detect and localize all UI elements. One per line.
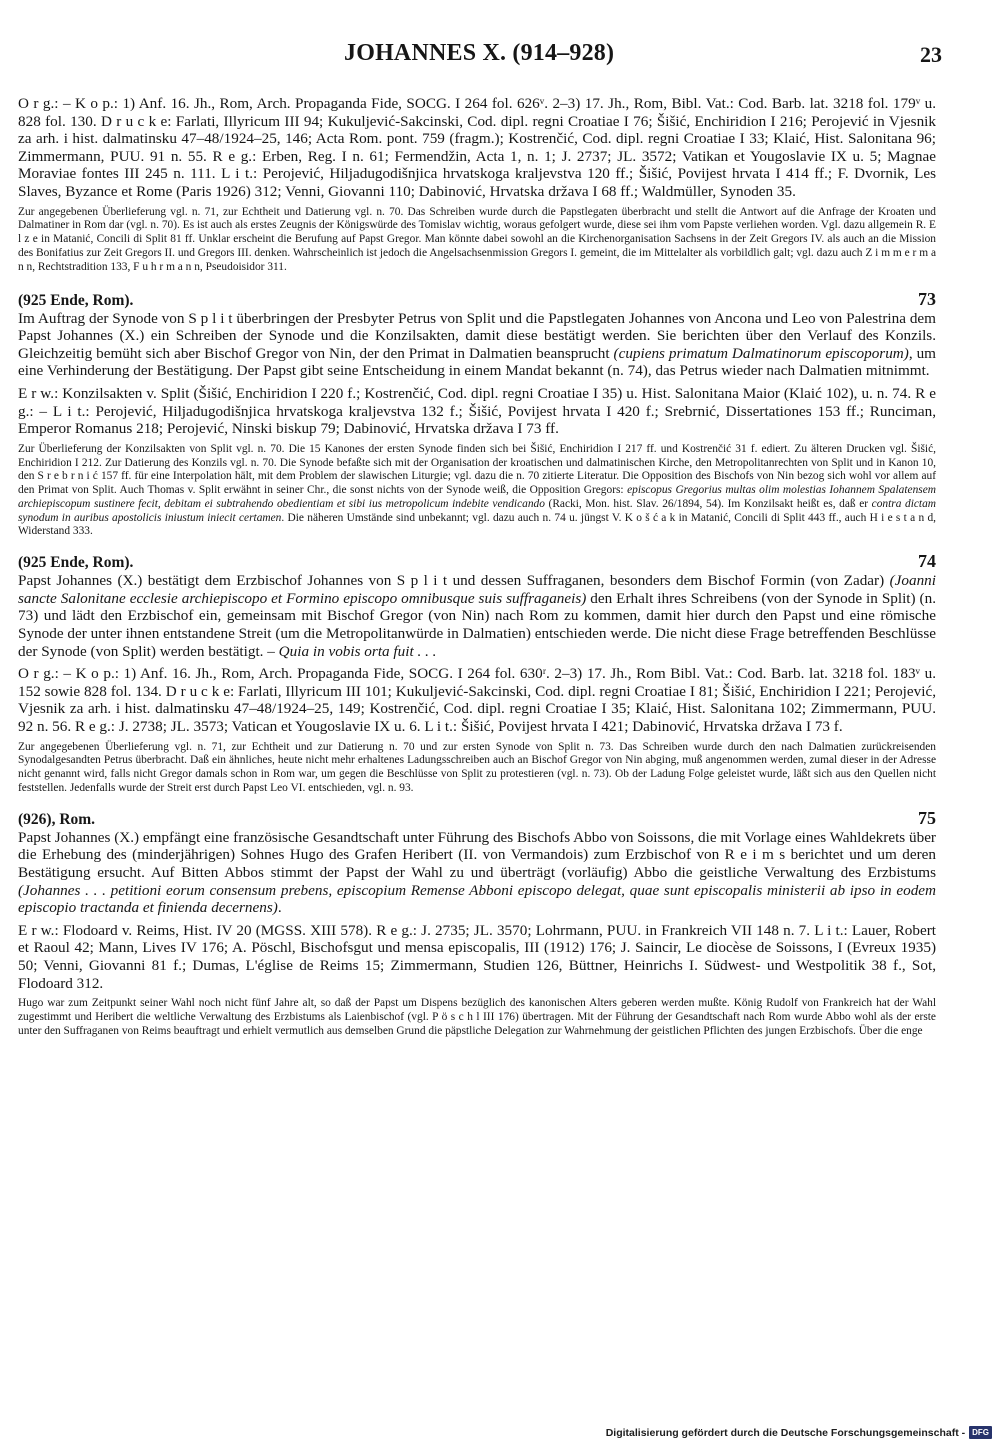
funding-note: Digitalisierung gefördert durch die Deutsche Forschungsgemeinschaft - [605,1426,966,1439]
summary-latin-quote: (Joanni sancte Salonitane ecclesie archiepiscopo et Formino episcopo omnibusque suis suffraganeis) [18,572,936,607]
entry-heading-75 [18,808,936,829]
commentary-text: (Racki, Mon. hist. Slav. 26/1894, 54). Im Konzilsakt heißt es, daß er [544,497,872,510]
summary-text: . [277,899,282,917]
entry-commentary-75: Hugo war zum Zeitpunkt seiner Wahl noch nicht fünf Jahre alt, so daß der Papst um Dispens bezüglich des kanonischen Alters geberen werden mußte. König Rudolf von Frankreich hat der Wahl zugestimmt und Heribert die weltliche Verwaltung des Erzbistums als Laienbischof (vgl. P ö s c h l III 176) übertragen. Mit der Führung der Gesandtschaft nach Rom wurde Abbo wohl als der erste unter den Suffraganen von Reims beauftragt und erhielt vermutlich aus demselben Grund die päpstliche Delegation zur Wahrnehmung der geistlichen Pflichten des jungen Erzbischofs. Über die enge [18,997,936,1037]
entry-commentary-74: Zur angegebenen Überlieferung vgl. n. 71, zur Echtheit und zur Datierung n. 70 und zur ersten Synode von Split n. 73. Das Schreiben wurde durch den nach Dalmatien zurückreisenden Synodalgesandten Petrus überbracht. Daß ein ähnliches, heute nicht mehr erhaltenes Ladungsschreiben auch an Bischof Gregor von Nin abging, muß angenommen werden, zumal dieser in der Adresse nicht genannt wird, falls nicht Gregor damals schon in Rom war, um gegen die Beschlüsse von Split zu protestieren (vgl. n. 73). Ob der Ladung Folge geleistet wurde, läßt sich aus den Quellen nicht feststellen. Jedenfalls wurde der Streit erst durch Papst Leo VI. entschieden, vgl. n. 93. [18,740,936,795]
summary-text: Im Auftrag der Synode von S p l i t überbringen der Presbyter Petrus von Split und die Papstlegaten Johannes von Ancona und Leo von Palestrina dem Papst Johannes (X.) ein Schreiben der Synode und die Konzilsakten, damit diese bestätigt werden. Sie berichten über den Verlauf des Konzils. Gleichzeitig bemüht sich aber Bischof Gregor von Nin, der den Primat in Dalmatien beansprucht [18,309,936,362]
summary-latin-quote: (Johannes . . . petitioni eorum consensum prebens, episcopium Remense Abboni episcopo delegat, quae sunt episcopalis ministerii ab ipso in eodem episcopio tractanda et finienda decernens) [18,881,936,917]
entry-references-73: E r w.: Konzilsakten v. Split (Šišić, Enchiridion I 220 f.; Kostrenčić, Cod. dipl. regni Croatiae I 35) u. Hist. Salonitana Maior (Klaić 102), u. n. 74. R e g.: – L i t.: Perojević, Hiljadugodišnjica hrvatskoga kraljevstva 132 f.; Šišić, Povijest hrvata I 420 f.; Srebrnić, Dissertationes 153 ff.; Runciman, Emperor Romanus 218; Perojević, Ninski biskup 79; Dabinović, Hrvatska država I 73 ff. [18,384,936,438]
entry-date-place: (925 Ende, Rom). [18,291,134,309]
entry-references-75: E r w.: Flodoard v. Reims, Hist. IV 20 (MGSS. XIII 578). R e g.: J. 2735; JL. 3570; Lohrmann, PUU. in Frankreich VII 148 n. 7. L i t.: Lauer, Robert et Raoul 42; Mann, Lives IV 176; A. Pöschl, Bischofsgut und mensa episcopalis, III (1912) 176; J. Saincir, Le diocèse de Soissons, I (Evreux 1935) 50; Venni, Giovanni 81 f.; Dumas, L'église de Reims 15; Zimmermann, Studien 126, Büttner, Heinrichs I. Südwest- und Westpolitik 38 f., Sot, Flodoard 312. [18,921,936,992]
dfg-logo-icon: DFG [969,1426,992,1439]
summary-text: , um eine Verhinderung der Bestätigung. Der Papst gibt seine Entscheidung in einem Mandat bekannt (n. 74), das Petrus wieder nach Dalmatien mitnimmt. [18,344,936,380]
page-title: JOHANNES X. (914–928) [344,40,615,66]
entry-number: 73 [918,288,936,309]
top-commentary: Zur angegebenen Überlieferung vgl. n. 71, zur Echtheit und Datierung vgl. n. 70. Das Schreiben wurde durch die Papstlegaten überbracht und stellt die Antwort auf die Anfrage der Kroaten und Dalmatiner in Rom dar (vgl. n. 70). Es ist auch als erstes Zeugnis der Königswürde des Tomislav wichtig, woraus gefolgert wurde, diese sei ihm vom Papste verliehen worden. Vgl. dazu allgemein R. E l z e in Matanić, Concili di Split 81 ff. Unklar erscheint die Berufung auf Papst Gregor. Man könnte dabei sowohl an die Kirchenorganisation Sachsens in der Zeit Gregors IV. als auch an die Mission des Bonifatius zur Zeit Gregors II. und Gregors III. denken. Wahrscheinlich ist jedoch die Angelsachsenmission Gregors I. gemeint, die im Mittelalter als vorbildlich galt; vgl. dazu auch Z i m m e r m a n n, Rechtstradition 133, F u h r m a n n, Pseudoisidor 311. [18,205,936,273]
running-head [0,40,1000,76]
entry-date-place: (925 Ende, Rom). [18,554,134,572]
commentary-text: . Die näheren Umstände sind unbekannt; vgl. dazu auch n. 74 u. jüngst V. K o š ć a k in Matanić, Concili di Split 443 ff., auch H i e s t a n d, Widerstand 333. [18,511,936,538]
entry-date-place: (926), Rom. [18,810,96,828]
digitization-footer [606,1426,992,1439]
page-number: 23 [920,42,942,67]
entry-commentary-73 [18,443,936,540]
entry-summary-75 [18,829,936,917]
main-content [18,95,936,1039]
top-org-paragraph: O r g.: – K o p.: 1) Anf. 16. Jh., Rom, Arch. Propaganda Fide, SOCG. I 264 fol. 626ᵛ. 2–3) 17. Jh., Rom, Bibl. Vat.: Cod. Barb. lat. 3218 fol. 179ᵛ u. 828 fol. 130. D r u c k e: Farlati, Illyricum III 94; Kukuljević-Sakcinski, Cod. dipl. regni Croatiae I 76; Šišić, Enchiridion I 216; Perojević in Vjesnik za arh. i hist. dalmatinsku 47–48/1924–25, 146; Acta Rom. pont. 759 (fragm.); Kostrenčić, Cod. dipl. regni Croatiae I 33; Klaić, Hist. Salonitana 96; Zimmermann, PUU. 91 n. 55. R e g.: Erben, Reg. I n. 61; Fermendžin, Acta 1, n. 1; J. 2737; JL. 3572; Vatikan et Yougoslavie IX u. 5; Magnae Moraviae fontes III 245 n. 111. L i t.: Perojević, Hiljadugodišnjica hrvatskoga kraljevstva 120 ff.; Šišić, Povijest hrvata I 414 ff.; F. Dvornik, Les Slaves, Byzance et Rome (Paris 1926) 312; Venni, Giovanni 110; Dabinović, Hrvatska država I 68 ff.; Waldmüller, Synoden 35. [18,95,936,200]
incipit: Quia in vobis orta fuit . . . [278,642,437,660]
summary-text: den Erhalt ihres Schreibens (von der Synode in Split) (n. 73) und lädt den Erzbischof ein, gemeinsam mit Bischof Gregor (von Nin) nach Rom zu kommen, damit hier durch den Papst und eine römische Synode der unter ihnen entstandene Streit (um die Metropolitanwürde in Dalmatien) entschieden werde. Die nicht diese Frage betreffenden Beschlüsse der Synode (von Split) werden bestätigt. – [18,589,937,660]
commentary-latin-quote: contra dictam synodum in auribus apostolicis iniustum iniecit certamen [18,497,937,524]
summary-text: Papst Johannes (X.) bestätigt dem Erzbischof Johannes von S p l i t und dessen Suffraganen, besonders dem Bischof Formin (von Zadar) [18,572,890,590]
commentary-text: Zur Überlieferung der Konzilsakten von Split vgl. n. 70. Die 15 Kanones der ersten Synode finden sich bei Šišić, Enchiridion I 217 ff. und Kostrenčić 31 f. ediert. Zu älteren Drucken vgl. Šišić, Enchiridion I 212. Zur Datierung des Konzils vgl. n. 70. Die Synode befaßte sich mit der Organisation der kroatischen und dalmatinischen Kirche, den Metropolitanrechten von Split und in Kanon 10, den S r e b r n i ć 157 ff. für eine Interpolation hält, mit dem Problem der slawischen Liturgie; vgl. dazu die n. 70 zitierte Literatur. Die Opposition des Bischofs von Nin bezog sich wohl vor allem auf den Primat von Split. Auch Thomas v. Split erwähnt in seiner Chr., die sonst nichts von der Synode weiß, die Opposition Gregors: [18,442,936,497]
entry-heading-73 [18,289,936,310]
entry-summary-74 [18,572,936,660]
commentary-latin-quote: episcopus Gregorius multas olim molestias Iohannem Spalatensem archiepiscopum sustinere fecit, debitam ei subtrahendo obedientiam et sibi ius metropolicum indebite vendicando [18,484,936,510]
entry-number: 74 [918,551,936,572]
entry-number: 75 [918,807,936,828]
summary-text: Papst Johannes (X.) empfängt eine französische Gesandtschaft unter Führung des Bischofs Abbo von Soissons, die mit Vorlage eines Wahldekrets über die Erhebung des (minderjährigen) Sohnes Hugo des Grafen Heribert (II. von Vermandois) zum Erzbischof von R e i m s berichtet und um deren Bestätigung ersucht. Auf Bitten Abbos stimmt der Papst der Wahl zu und überträgt (vorläufig) Abbo die geistliche Verwaltung des Erzbistums [18,828,936,881]
entry-references-74: O r g.: – K o p.: 1) Anf. 16. Jh., Rom, Arch. Propaganda Fide, SOCG. I 264 fol. 630ʳ. 2–3) 17. Jh., Rom Bibl. Vat.: Cod. Barb. lat. 3218 fol. 183ᵛ u. 152 sowie 828 fol. 134. D r u c k e: Farlati, Illyricum III 101; Kukuljević-Sakcinski, Cod. dipl. regni Croatiae I 81; Šišić, Enchiridion I 221; Perojević, Vjesnik za arh. i hist. dalmatinsku 47–48/1924–25, 149; Kostrenčić, Cod. dipl. regni Croatiae I 35; Klaić, Hist. Salonitana 102; Zimmermann, PUU. 92 n. 56. R e g.: J. 2738; JL. 3573; Vatican et Yougoslavie IX u. 6. L i t.: Šišić, Povijest hrvata I 421; Dabinović, Hrvatska država I 73 f. [18,665,936,736]
summary-latin-quote: (cupiens primatum Dalmatinorum episcoporum) [613,344,909,362]
entry-summary-73 [18,310,936,380]
entry-heading-74 [18,551,936,572]
